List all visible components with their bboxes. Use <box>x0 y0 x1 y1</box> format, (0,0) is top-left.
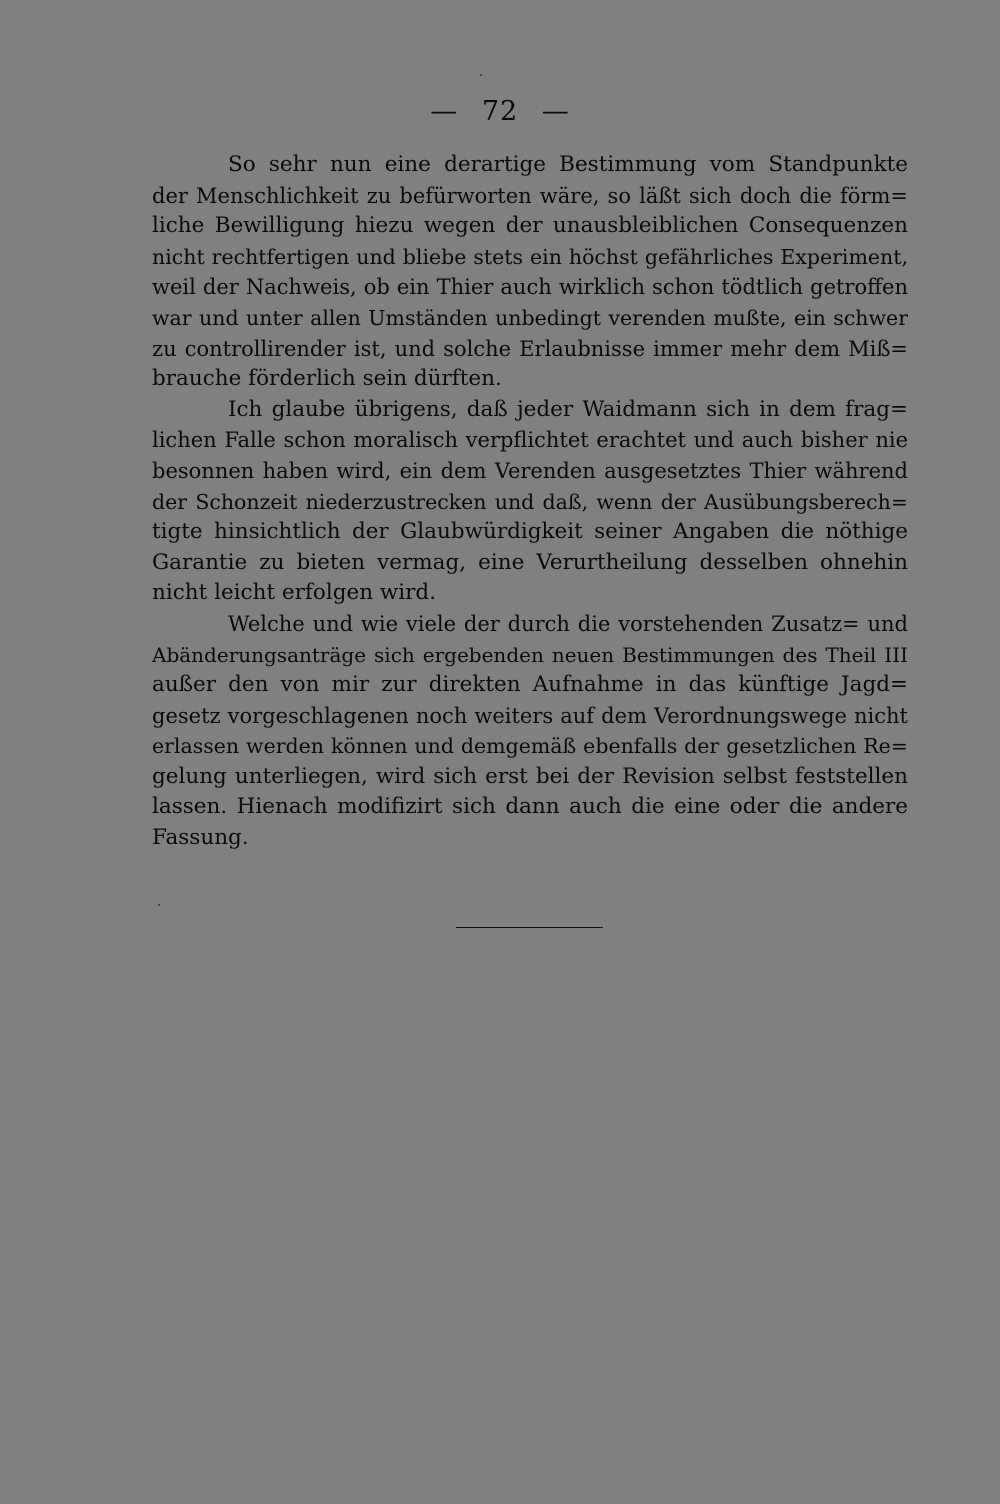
text-line: zu controllirender ist, und solche Erlaubnisse immer mehr dem Miß= <box>152 336 908 361</box>
text-line: gesetz vorgeschlagenen noch weiters auf dem Verordnungswege nicht <box>152 703 908 728</box>
text-line: Abänderungsanträge sich ergebenden neuen Bestimmungen des Theil III <box>152 642 908 667</box>
text-line: nicht rechtfertigen und bliebe stets ein höchst gefährliches Experiment, <box>152 244 908 269</box>
text-line: Garantie zu bieten vermag, eine Verurtheilung desselben ohnehin <box>152 549 908 575</box>
text-line: außer den von mir zur direkten Aufnahme in das künftige Jagd= <box>152 672 908 698</box>
scan-speck <box>158 904 160 906</box>
text-line: besonnen haben wird, ein dem Verenden ausgesetztes Thier während <box>152 458 908 483</box>
text-line: Fassung. <box>152 825 249 851</box>
text-line: lichen Falle schon moralisch verpflichtet erachtet und auch bisher nie <box>152 428 908 453</box>
text-line: war und unter allen Umständen unbedingt verenden mußte, ein schwer <box>152 305 908 330</box>
text-line: Ich glaube übrigens, daß jeder Waidmann sich in dem frag= <box>228 396 908 422</box>
text-line: lassen. Hienach modifizirt sich dann auch die eine oder die andere <box>152 794 908 820</box>
body-text <box>152 150 908 854</box>
text-line: erlassen werden können und demgemäß ebenfalls der gesetzlichen Re= <box>152 734 908 759</box>
text-line: der Schonzeit niederzustrecken und daß, wenn der Ausübungsberech= <box>152 489 908 514</box>
text-line: liche Bewilligung hiezu wegen der unausbleiblichen Consequenzen <box>152 213 908 239</box>
text-line: So sehr nun eine derartige Bestimmung vom Standpunkte <box>228 152 908 177</box>
text-line: gelung unterliegen, wird sich erst bei der Revision selbst feststellen <box>152 763 908 789</box>
scan-speck <box>480 74 482 76</box>
text-line: brauche förderlich sein dürften. <box>152 366 502 392</box>
page-number: — 72 — <box>430 96 570 127</box>
text-line: weil der Nachweis, ob ein Thier auch wirklich schon tödtlich getroffen <box>152 275 908 300</box>
text-line: der Menschlichkeit zu befürworten wäre, so läßt sich doch die förm= <box>152 183 908 208</box>
end-rule <box>456 927 603 928</box>
text-line: tigte hinsichtlich der Glaubwürdigkeit seiner Angaben die nöthige <box>152 519 908 545</box>
text-line: nicht leicht erfolgen wird. <box>152 580 437 606</box>
text-line: Welche und wie viele der durch die vorstehenden Zusatz= und <box>228 611 908 636</box>
